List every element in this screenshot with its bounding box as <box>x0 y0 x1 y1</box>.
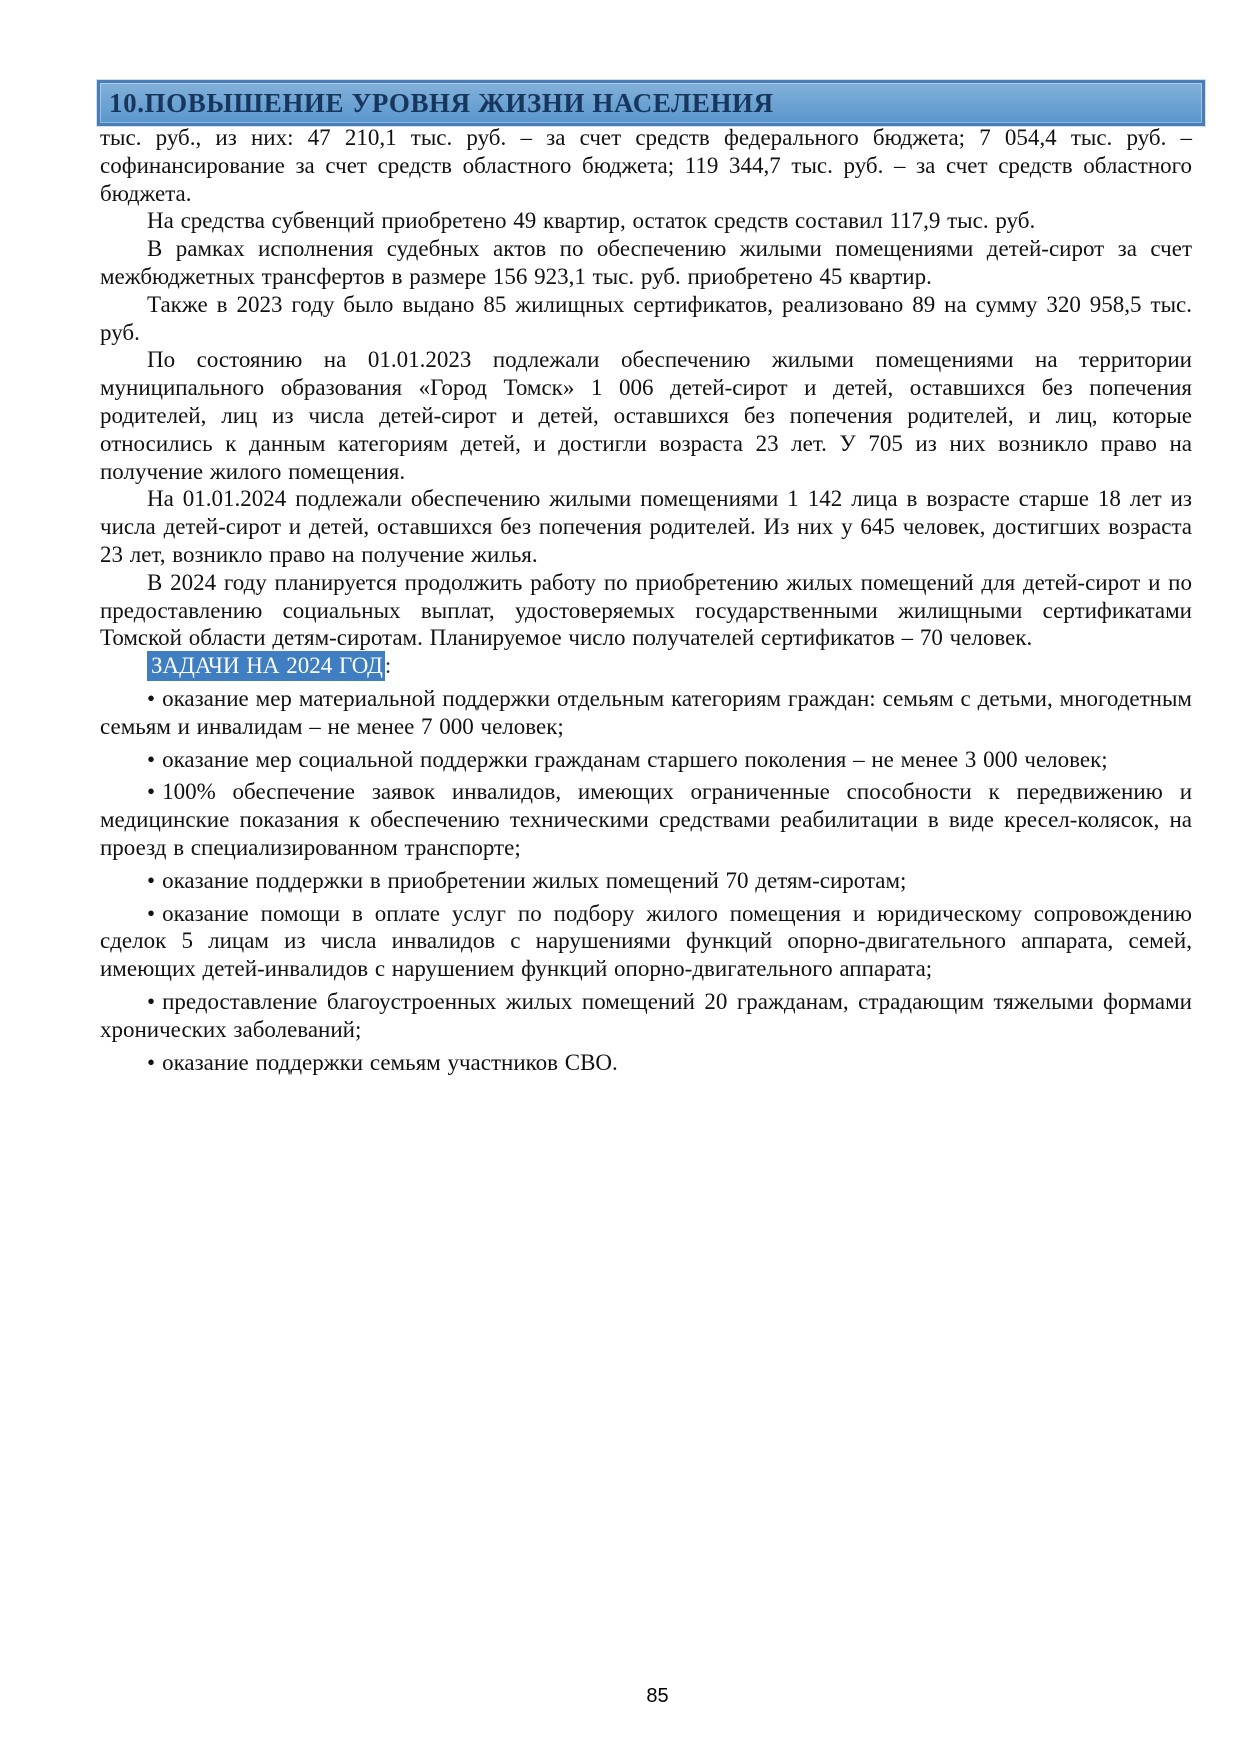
bullet-icon: • <box>147 779 156 805</box>
bullet-item-text: оказание мер материальной поддержки отдельным категориям граждан: семьям с детьми, многодетным семьям и инвалидам – не менее 7 000 человек; <box>100 685 1192 739</box>
bullet-item-text: 100% обеспечение заявок инвалидов, имеющих ограниченные способности к передвижению и медицинские показания к обеспечению техническими средствами реабилитации в виде кресел-колясок, на проезд в специализированном транспорте; <box>100 779 1192 860</box>
page-number: 85 <box>646 1685 669 1707</box>
bullet-item-text: оказание поддержки в приобретении жилых помещений 70 детям-сиротам; <box>162 867 907 893</box>
bullet-item-elderly-support <box>100 746 1192 774</box>
paragraph-certificates-2023: Также в 2023 году было выдано 85 жилищных сертификатов, реализовано 89 на сумму 320 958,5 тыс. руб. <box>100 291 1192 345</box>
bullet-icon: • <box>147 1049 156 1075</box>
bullet-item-text: оказание помощи в оплате услуг по подбору жилого помещения и юридическому сопровождению сделок 5 лицам из числа инвалидов с нарушениями функций опорно-двигательного аппарата, семей, имеющих детей-инвалидов с нарушением функций опорно-двигательного аппарата; <box>100 900 1192 982</box>
tasks-heading-highlight: ЗАДАЧИ НА 2024 ГОД <box>147 651 385 681</box>
bullet-item-text: оказание мер социальной поддержки гражданам старшего поколения – не менее 3 000 человек; <box>162 746 1108 772</box>
bullet-item-legal-support <box>100 900 1192 983</box>
document-body <box>100 124 1192 1076</box>
tasks-heading <box>100 652 1192 680</box>
bullet-item-disabled-transport <box>100 778 1192 861</box>
paragraph-plans-2024: В 2024 году планируется продолжить работу по приобретению жилых помещений для детей-сирот и по предоставлению социальных выплат, удостоверяемых государственными жилищными сертификатами Томской области детям-сиротам. Планируемое число получателей сертификатов – 70 человек. <box>100 569 1192 651</box>
paragraph-subventions: На средства субвенций приобретено 49 квартир, остаток средств составил 117,9 тыс. руб. <box>147 208 1036 234</box>
section-title: 10.ПОВЫШЕНИЕ УРОВНЯ ЖИЗНИ НАСЕЛЕНИЯ <box>109 87 774 118</box>
section-header-bar <box>97 80 1205 126</box>
bullet-item-orphans-housing <box>100 867 1192 895</box>
paragraph-court-acts: В рамках исполнения судебных актов по обеспечению жилыми помещениями детей-сирот за счет межбюджетных трансфертов в размере 156 923,1 тыс. руб. приобретено 45 квартир. <box>100 236 1192 289</box>
bullet-item-text: оказание поддержки семьям участников СВО. <box>162 1049 618 1075</box>
bullet-item-chronic-illness-housing <box>100 988 1192 1044</box>
page-footer <box>0 1685 1241 1708</box>
paragraph-status-2023: По состоянию на 01.01.2023 подлежали обеспечению жилыми помещениями на территории муниципального образования «Город Томск» 1 006 детей-сирот и детей, оставшихся без попечения родителей, лиц из числа детей-сирот и детей, оставшихся без попечения родителей, и лиц, которые относились к данным категориям детей, и достигли возраста 23 лет. У 705 из них возникло право на получение жилого помещения. <box>100 347 1192 484</box>
bullet-icon: • <box>147 746 156 772</box>
paragraph-budget-funds: тыс. руб., из них: 47 210,1 тыс. руб. – за счет средств федерального бюджета; 7 054,4 тыс. руб. – софинансирование за счет средств областного бюджета; 119 344,7 тыс. руб. – за счет средств областного бюджета. <box>100 125 1192 206</box>
bullet-icon: • <box>147 685 156 711</box>
bullet-icon: • <box>147 988 156 1014</box>
bullet-icon: • <box>147 900 156 926</box>
bullet-item-svo-families <box>100 1049 1192 1077</box>
bullet-item-text: предоставление благоустроенных жилых помещений 20 гражданам, страдающим тяжелыми формами хронических заболеваний; <box>100 988 1192 1042</box>
paragraph-status-2024: На 01.01.2024 подлежали обеспечению жилыми помещениями 1 142 лица в возрасте старше 18 лет из числа детей-сирот и детей, оставшихся без попечения родителей. Из них у 645 человек, достигших возраста 23 лет, возникло право на получение жилья. <box>100 486 1192 567</box>
tasks-heading-colon: : <box>384 653 392 679</box>
bullet-icon: • <box>147 867 156 893</box>
bullet-item-material-support <box>100 685 1192 741</box>
